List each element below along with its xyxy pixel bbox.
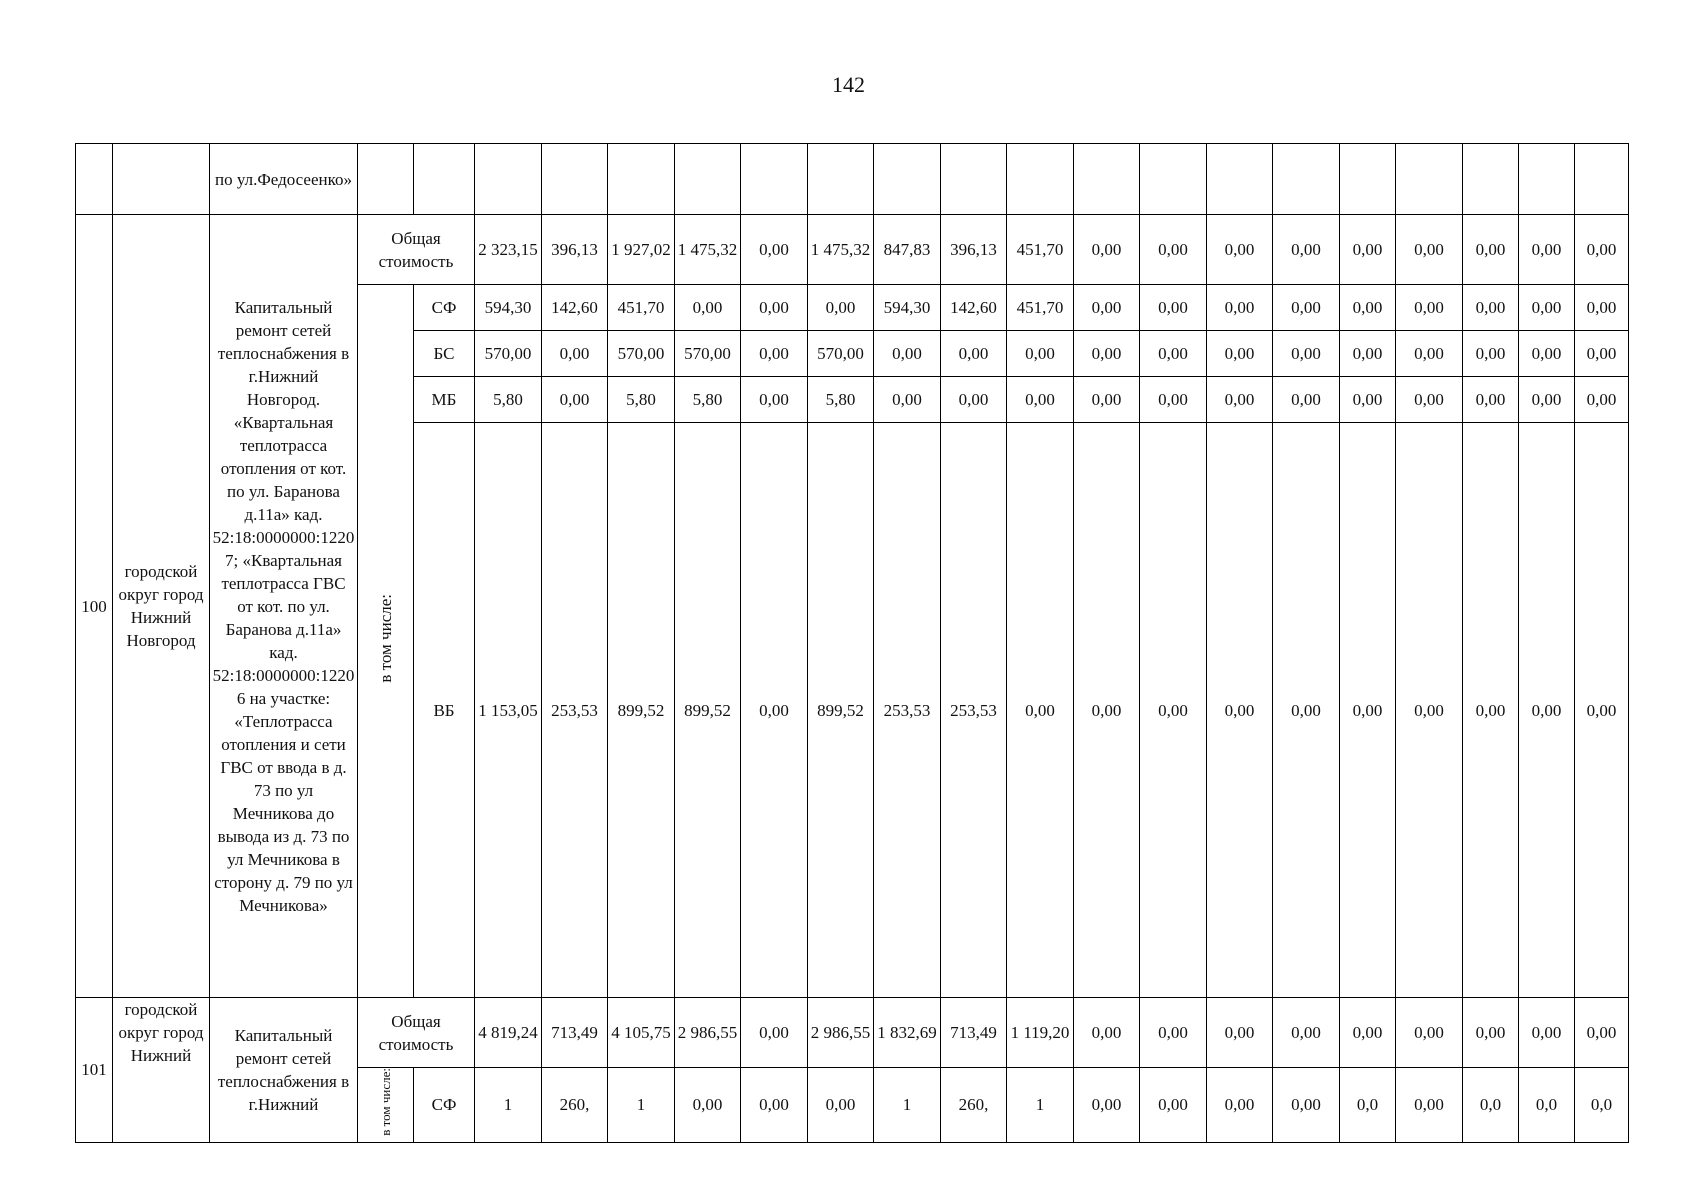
source-value-cell: 0,00 — [1519, 377, 1575, 423]
total-value-cell: 0,00 — [1340, 998, 1396, 1068]
source-value-cell: 0,00 — [874, 331, 941, 377]
continuation-row — [76, 144, 1629, 215]
source-value-cell: 5,80 — [808, 377, 874, 423]
source-value-cell: 0,00 — [1207, 1068, 1273, 1143]
source-value-cell: 0,00 — [741, 331, 808, 377]
source-value-cell: 594,30 — [874, 285, 941, 331]
empty-cell — [1140, 144, 1207, 215]
total-value-cell: 0,00 — [741, 998, 808, 1068]
total-value-cell: 0,00 — [1074, 998, 1140, 1068]
empty-cell — [1207, 144, 1273, 215]
empty-cell — [1463, 144, 1519, 215]
total-value-cell: 0,00 — [1396, 215, 1463, 285]
total-value-cell: 4 819,24 — [475, 998, 542, 1068]
empty-cell — [358, 144, 414, 215]
total-value-cell: 0,00 — [1273, 998, 1340, 1068]
municipality-cell: городской округ город Нижний Новгород — [113, 215, 210, 998]
table-body — [76, 144, 1629, 1143]
total-value-cell: 0,00 — [1140, 998, 1207, 1068]
total-value-cell: 396,13 — [542, 215, 608, 285]
empty-cell — [1519, 144, 1575, 215]
index-cell: 101 — [76, 998, 113, 1143]
empty-cell — [608, 144, 675, 215]
source-value-cell: 0,00 — [1074, 423, 1140, 998]
source-value-cell: 0,00 — [741, 1068, 808, 1143]
source-value-cell: 0,00 — [741, 285, 808, 331]
project-total-row — [76, 215, 1629, 285]
source-value-cell: 570,00 — [475, 331, 542, 377]
total-value-cell: 2 986,55 — [808, 998, 874, 1068]
source-value-cell: 5,80 — [675, 377, 741, 423]
source-value-cell: 0,00 — [542, 331, 608, 377]
total-value-cell: 2 986,55 — [675, 998, 741, 1068]
empty-cell — [414, 144, 475, 215]
source-value-cell: 253,53 — [874, 423, 941, 998]
source-value-cell: 0,00 — [808, 285, 874, 331]
total-value-cell: 1 119,20 — [1007, 998, 1074, 1068]
empty-cell — [1007, 144, 1074, 215]
source-value-cell: 0,00 — [1074, 1068, 1140, 1143]
total-label-cell: Общая стоимость — [358, 998, 475, 1068]
source-value-cell: 0,0 — [1519, 1068, 1575, 1143]
source-value-cell: 570,00 — [608, 331, 675, 377]
empty-cell — [941, 144, 1007, 215]
source-value-cell: 0,00 — [1575, 331, 1629, 377]
total-value-cell: 2 323,15 — [475, 215, 542, 285]
source-value-cell: 0,00 — [1519, 285, 1575, 331]
empty-cell — [808, 144, 874, 215]
empty-cell — [1340, 144, 1396, 215]
source-value-cell: 0,00 — [1273, 423, 1340, 998]
source-value-cell: 1 — [1007, 1068, 1074, 1143]
total-value-cell: 1 832,69 — [874, 998, 941, 1068]
source-value-cell: 0,00 — [1340, 285, 1396, 331]
source-value-cell: 0,0 — [1463, 1068, 1519, 1143]
sub-header-label: в том числе: — [378, 1068, 393, 1136]
source-value-cell: 0,00 — [1007, 331, 1074, 377]
total-label-cell: Общая стоимость — [358, 215, 475, 285]
empty-cell — [475, 144, 542, 215]
total-value-cell: 0,00 — [1575, 215, 1629, 285]
source-value-cell: 0,00 — [1575, 377, 1629, 423]
total-value-cell: 0,00 — [1396, 998, 1463, 1068]
total-value-cell: 0,00 — [1207, 215, 1273, 285]
source-value-cell: 5,80 — [608, 377, 675, 423]
source-value-cell: 0,00 — [1396, 377, 1463, 423]
source-value-cell: 142,60 — [542, 285, 608, 331]
index-cell: 100 — [76, 215, 113, 998]
source-value-cell: 0,00 — [1396, 423, 1463, 998]
source-value-cell: 0,00 — [1140, 331, 1207, 377]
source-code-cell: СФ — [414, 285, 475, 331]
source-value-cell: 0,00 — [1519, 331, 1575, 377]
total-value-cell: 1 475,32 — [675, 215, 741, 285]
empty-cell — [1575, 144, 1629, 215]
source-value-cell: 451,70 — [608, 285, 675, 331]
total-value-cell: 0,00 — [1575, 998, 1629, 1068]
total-value-cell: 0,00 — [1074, 215, 1140, 285]
source-value-cell: 0,00 — [1273, 1068, 1340, 1143]
source-value-cell: 594,30 — [475, 285, 542, 331]
empty-cell — [874, 144, 941, 215]
total-value-cell: 0,00 — [1207, 998, 1273, 1068]
source-value-cell: 0,00 — [1396, 1068, 1463, 1143]
total-value-cell: 0,00 — [1463, 215, 1519, 285]
total-value-cell: 713,49 — [941, 998, 1007, 1068]
source-value-cell: 899,52 — [675, 423, 741, 998]
source-value-cell: 0,00 — [1463, 331, 1519, 377]
total-value-cell: 4 105,75 — [608, 998, 675, 1068]
source-value-cell: 142,60 — [941, 285, 1007, 331]
source-value-cell: 5,80 — [475, 377, 542, 423]
source-value-cell: 0,00 — [1463, 423, 1519, 998]
total-value-cell: 0,00 — [741, 215, 808, 285]
empty-cell — [1273, 144, 1340, 215]
source-value-cell: 0,00 — [1140, 1068, 1207, 1143]
project-name-cell: Капитальный ремонт сетей теплоснабжения в г.Нижний Новгород. «Квартальная теплотрасса отопления от кот. по ул. Баранова д.11а» кад. 52:18:0000000:12207; «Квартальная теплотрасса ГВС от кот. по ул. Баранова д.11а» кад. 52:18:0000000:12206 на участке: «Теплотрасса отопления и сети ГВС от ввода в д. 73 по ул Мечникова до вывода из д. 73 по ул Мечникова в сторону д. 79 по ул Мечникова» — [210, 215, 358, 998]
source-value-cell: 0,00 — [1575, 423, 1629, 998]
project-name-cell: Капитальный ремонт сетей теплоснабжения в г.Нижний — [210, 998, 358, 1143]
source-value-cell: 0,00 — [941, 331, 1007, 377]
municipality-cell: городской округ город Нижний — [113, 998, 210, 1143]
source-value-cell: 260, — [941, 1068, 1007, 1143]
source-value-cell: 0,0 — [1575, 1068, 1629, 1143]
source-value-cell: 0,00 — [1140, 285, 1207, 331]
total-value-cell: 0,00 — [1273, 215, 1340, 285]
source-value-cell: 0,00 — [1396, 331, 1463, 377]
total-value-cell: 1 475,32 — [808, 215, 874, 285]
budget-table — [75, 143, 1629, 1143]
source-value-cell: 0,00 — [1519, 423, 1575, 998]
index-cell — [76, 144, 113, 215]
total-value-cell: 0,00 — [1463, 998, 1519, 1068]
empty-cell — [741, 144, 808, 215]
total-value-cell: 0,00 — [1140, 215, 1207, 285]
source-value-cell: 253,53 — [542, 423, 608, 998]
source-value-cell: 0,00 — [1207, 423, 1273, 998]
source-value-cell: 0,00 — [1273, 331, 1340, 377]
project-total-row — [76, 998, 1629, 1068]
total-value-cell: 0,00 — [1519, 215, 1575, 285]
source-value-cell: 1 153,05 — [475, 423, 542, 998]
source-value-cell: 0,00 — [1340, 423, 1396, 998]
source-value-cell: 0,00 — [1273, 377, 1340, 423]
total-value-cell: 713,49 — [542, 998, 608, 1068]
source-value-cell: 0,00 — [1463, 377, 1519, 423]
page-number: 142 — [832, 72, 865, 97]
source-value-cell: 1 — [874, 1068, 941, 1143]
source-value-cell: 0,00 — [675, 285, 741, 331]
source-value-cell: 570,00 — [808, 331, 874, 377]
empty-cell — [1396, 144, 1463, 215]
source-code-cell: МБ — [414, 377, 475, 423]
total-value-cell: 0,00 — [1519, 998, 1575, 1068]
source-value-cell: 570,00 — [675, 331, 741, 377]
source-code-cell: БС — [414, 331, 475, 377]
source-value-cell: 0,00 — [1140, 423, 1207, 998]
source-value-cell: 0,00 — [874, 377, 941, 423]
project-name-cell: по ул.Федосеенко» — [210, 144, 358, 215]
source-value-cell: 0,00 — [1207, 331, 1273, 377]
total-value-cell: 0,00 — [1340, 215, 1396, 285]
source-value-cell: 260, — [542, 1068, 608, 1143]
source-value-cell: 0,00 — [1074, 331, 1140, 377]
source-value-cell: 0,00 — [1575, 285, 1629, 331]
source-value-cell: 0,00 — [1140, 377, 1207, 423]
source-value-cell: 0,00 — [1074, 377, 1140, 423]
source-value-cell: 0,00 — [1463, 285, 1519, 331]
source-value-cell: 0,00 — [1396, 285, 1463, 331]
sub-header-cell — [358, 285, 414, 998]
source-value-cell: 0,00 — [1074, 285, 1140, 331]
source-value-cell: 0,00 — [941, 377, 1007, 423]
total-value-cell: 451,70 — [1007, 215, 1074, 285]
source-value-cell: 451,70 — [1007, 285, 1074, 331]
sub-header-cell — [358, 1068, 414, 1143]
source-value-cell: 0,00 — [741, 423, 808, 998]
source-value-cell: 1 — [608, 1068, 675, 1143]
source-value-cell: 899,52 — [808, 423, 874, 998]
total-value-cell: 1 927,02 — [608, 215, 675, 285]
source-value-cell: 0,0 — [1340, 1068, 1396, 1143]
source-code-cell: ВБ — [414, 423, 475, 998]
empty-cell — [542, 144, 608, 215]
source-code-cell: СФ — [414, 1068, 475, 1143]
sub-header-label: в том числе: — [376, 593, 395, 683]
source-value-cell: 0,00 — [808, 1068, 874, 1143]
source-value-cell: 1 — [475, 1068, 542, 1143]
source-value-cell: 0,00 — [1007, 423, 1074, 998]
total-value-cell: 396,13 — [941, 215, 1007, 285]
source-value-cell: 0,00 — [675, 1068, 741, 1143]
source-value-cell: 0,00 — [1273, 285, 1340, 331]
source-value-cell: 899,52 — [608, 423, 675, 998]
source-value-cell: 253,53 — [941, 423, 1007, 998]
source-value-cell: 0,00 — [741, 377, 808, 423]
municipality-cell — [113, 144, 210, 215]
source-value-cell: 0,00 — [1007, 377, 1074, 423]
source-value-cell: 0,00 — [1207, 285, 1273, 331]
source-value-cell: 0,00 — [542, 377, 608, 423]
source-value-cell: 0,00 — [1207, 377, 1273, 423]
total-value-cell: 847,83 — [874, 215, 941, 285]
empty-cell — [1074, 144, 1140, 215]
empty-cell — [675, 144, 741, 215]
source-value-cell: 0,00 — [1340, 331, 1396, 377]
source-value-cell: 0,00 — [1340, 377, 1396, 423]
